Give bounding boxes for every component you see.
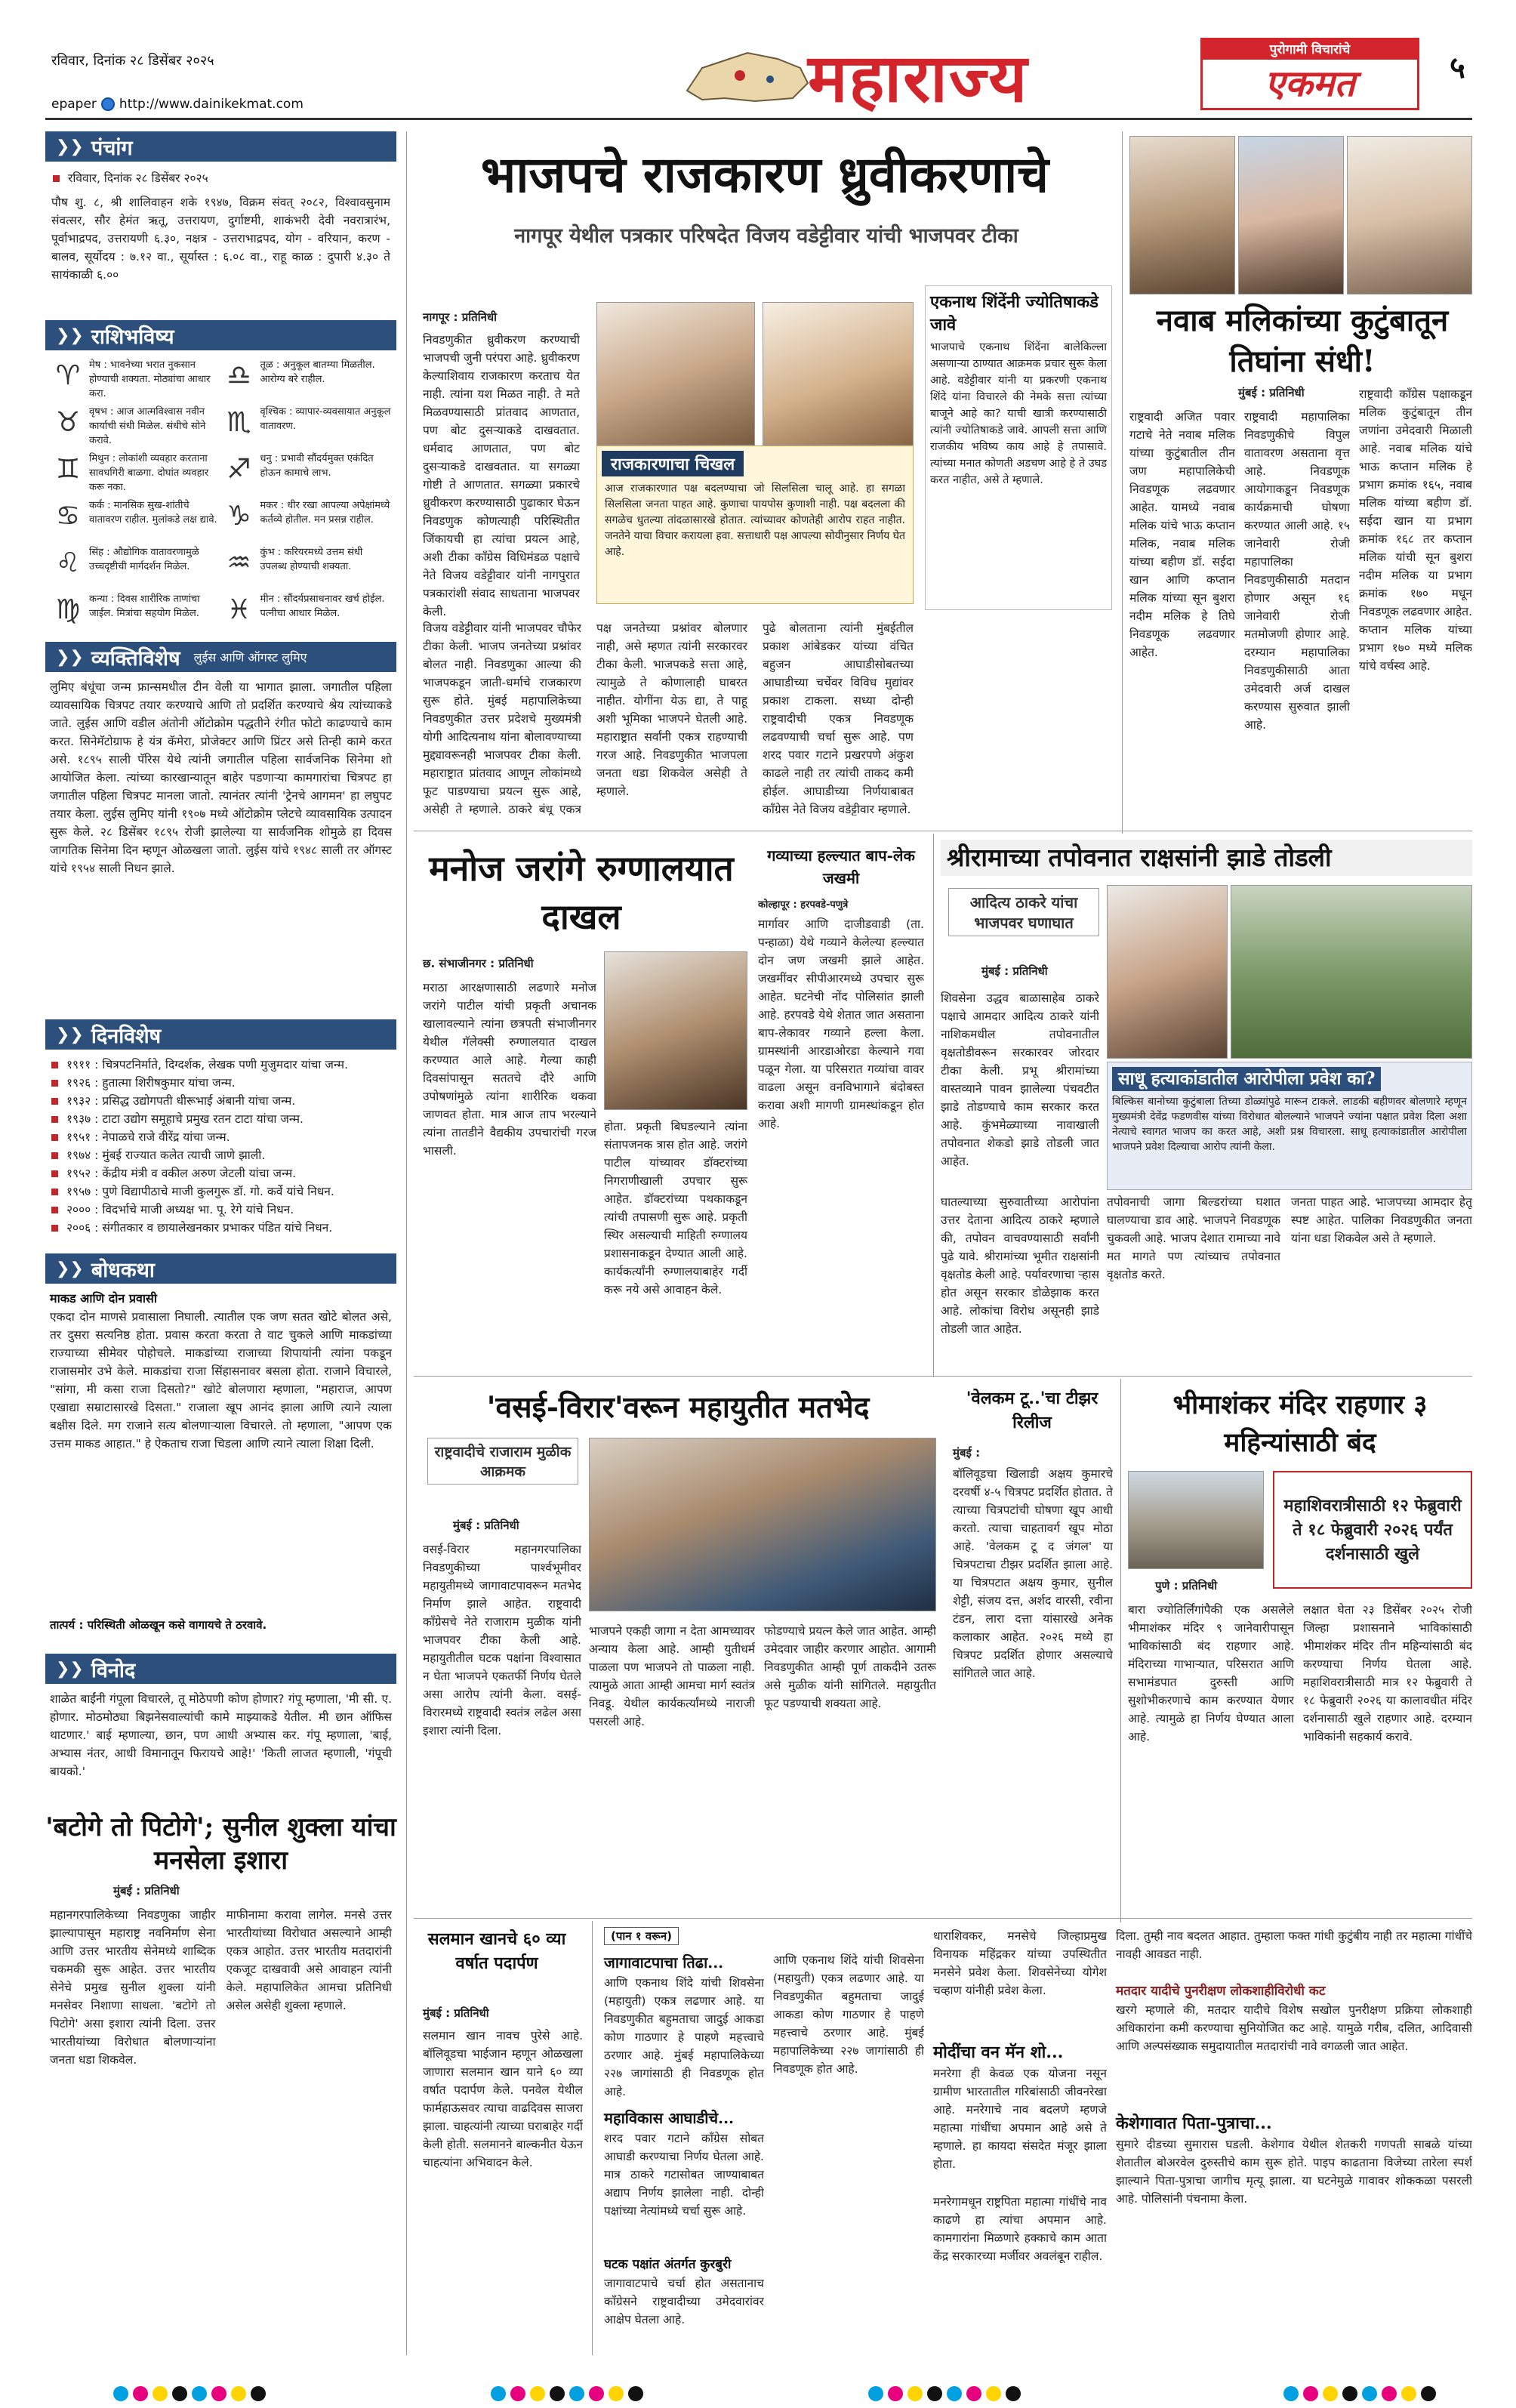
zodiac-icon: ♏	[226, 407, 251, 438]
shriram-col2: घातल्याच्या सुरुवातीच्या आरोपांना उत्तर देताना आदित्य ठाकरे म्हणाले की, तपोवन वाचवण्यासाठी सर्वांनी पुढे यावे. श्रीरामांच्या भूमीत राक्षसांनी वृक्षतोड केली आहे. पर्यावरणाचा ऱ्हास होत असून सरकार डोळेझाक करत आहे. लोकांचा विरोध असूनही झाडे तोडली जात आहेत.	[941, 1195, 1099, 1336]
dinvishesh-item: १९३२ : प्रसिद्ध उद्योगपती धीरूभाई अंबानी यांचा जन्म.	[50, 1092, 392, 1110]
panchang-text: पौष शु. ८, श्री शालिवाहन शके १९४७, विक्रम संवत् २०८२, विश्वावसुनाम संवत्सर, सौर हेमंत ऋतू, उत्तरायण, दुर्गाष्टमी, शाकंभरी देवी नवरात्रारंभ, पूर्वाभाद्रपद, उत्तरायणी ६.३०, नक्षत्र - उत्तराभाद्रपद, योग - वरियान, करण - बालव, सूर्योदय : ७.१२ वा., सूर्यास्त : ६.०८ वा., राहू काळ : दुपारी ४.३० ते सायंकाळी ६.००	[51, 196, 390, 282]
rashi-text: मकर : धीर रखा आपल्या अपेक्षांमध्ये कर्तव्ये होतील. मन प्रसन्न राहील.	[260, 500, 390, 526]
main-byline: नागपूर : प्रतिनिधी	[423, 310, 498, 324]
ghatak-text: जागावाटपाचे चर्चा होत असतानाच काँग्रेसने राष्ट्रवादीच्या उमेदवारांवर आक्षेप घेतला आहे.	[604, 2277, 764, 2326]
zodiac-icon: ♊	[55, 454, 81, 485]
color-dot	[113, 2386, 128, 2401]
ghatak-title: घटक पक्षांत अंतर्गत कुरबुरी	[604, 2257, 732, 2272]
epaper-label: epaper	[51, 97, 97, 112]
chevron-icon: ❯❯	[56, 325, 84, 345]
quote-box-title: राजकारणाचा चिखल	[602, 451, 744, 476]
main-subheadline: नागपूर येथील पत्रकार परिषदेत विजय वडेट्टीवार यांची भाजपवर टीका	[514, 224, 1018, 248]
rashi-item	[221, 545, 393, 592]
shriram-caption-title: साधू हत्याकांडातील आरोपीला प्रवेश का?	[1112, 1067, 1381, 1091]
manrega-text: मनरेगामधून राष्ट्रपिता महात्मा गांधींचे नाव काढणे हा त्यांचा अपमान आहे. कामगारांना मिळणारे हक्काचे काम आता केंद्र सरकारच्या मर्जीवर अवलंबून राहील.	[933, 2195, 1107, 2263]
continued-col2: आणि एकनाथ शिंदे यांची शिवसेना (महायुती) एकत्र लढणार आहे. या निवडणुकीत बहुमताचा जादुई आकडा कोण गाठणार हे पाहणे महत्त्वाचे ठरणार आहे. मुंबई महापालिकेच्या २२७ जागांसाठी ही निवडणूक होत आहे.	[773, 1953, 924, 2076]
quote-box-text: आज राजकारणात पक्ष बदलण्याचा जो सिलसिला चालू आहे. हा सगळा सिलसिला जनता पाहत आहे. कुणाचा पायपोस कुणाशी नाही. पक्ष बदलला की सगळेच धुतल्या तांदळासारखे होतात. त्यांच्यावर कोणतेही आरोप राहत नाहीत. जनतेने याचा विचार करायला हवा. सत्ताधारी पक्ष आपल्या सोयीनुसार निर्णय घेत आहे.	[605, 483, 905, 558]
dinvishesh-title: दिनविशेष	[91, 1024, 162, 1048]
main-photo-fadnavis	[763, 302, 914, 446]
jarange-byline: छ. संभाजीनगर : प्रतिनिधी	[423, 957, 534, 970]
vyaktivishesh-subtitle: लुईस आणि ऑगस्ट लुमिए	[193, 650, 307, 664]
color-dot	[569, 2386, 584, 2401]
batoge-col1: महानगरपालिकेच्या निवडणुका जाहीर झाल्यापासून महाराष्ट्र नवनिर्माण सेना आणि उत्तर भारतीय सेनेमध्ये शाब्दिक चकमकी सुरू आहेत. उत्तर भारतीय सेनेचे प्रमुख सुनील शुक्ला यांनी मनसेवर निशाणा साधला. 'बटोगे तो पिटोगे' असा इशारा त्यांनी दिला. उत्तर भारतीयांच्या विरोधात बोलणाऱ्यांना जनता धडा शिकवेल.	[50, 1908, 216, 2067]
matdar-text: खरगे म्हणाले की, मतदार यादीचे विशेष सखोल पुनरीक्षण प्रक्रिया लोकशाही अधिकारांना कमी करण्याचा सुनियोजित कट आहे. यामुळे गरीब, दलित, आदिवासी आणि अल्पसंख्याक समुदायातील मतदारांची नावे वगळली जात आहेत.	[1116, 2003, 1472, 2053]
batoge-headline: 'बटोगे तो पिटोगे'; सुनील शुक्ला यांचा मनसेला इशारा	[45, 1812, 396, 1876]
nawab-photo-1	[1129, 136, 1235, 294]
bhimashankar-col2: लक्षात घेता २३ डिसेंबर २०२५ रोजी जिल्हा प्रशासनाने भाविकांसाठी भीमाशंकर मंदिर तीन महिन्यांसाठी बंद करण्याचा निर्णय घेतला आहे. महाशिवरात्रीसाठी मात्र १२ फेब्रुवारी ते १८ फेब्रुवारी २०२६ या कालावधीत मंदिर दर्शनासाठी खुले राहणार आहे. दरम्यान भाविकांनी सहकार्य करावे.	[1303, 1603, 1472, 1744]
shriram-byline: मुंबई : प्रतिनिधी	[981, 964, 1048, 978]
color-dot	[251, 2386, 266, 2401]
chevron-icon: ❯❯	[56, 1259, 84, 1278]
column-divider	[933, 834, 934, 1377]
color-dot	[1006, 2386, 1021, 2401]
batoge-byline: मुंबई : प्रतिनिधी	[113, 1884, 180, 1898]
bhimashankar-byline: पुणे : प्रतिनिधी	[1155, 1579, 1218, 1592]
rashi-right	[221, 358, 393, 634]
tagline: पुरोगामी विचारांचे	[1203, 40, 1417, 60]
dinvishesh-item: १९५७ : पुणे विद्यापीठाचे माजी कुलगुरू डॉ. गो. कर्वे यांचे निधन.	[50, 1182, 392, 1201]
left-column	[45, 131, 396, 2355]
zodiac-icon: ♎	[226, 360, 251, 391]
gavya-headline: गव्याच्या हल्ल्यात बाप-लेक जखमी	[767, 846, 915, 887]
batoge-body	[45, 1903, 396, 2151]
rashi-item	[221, 592, 393, 639]
rashi-item	[221, 405, 393, 452]
dharashiv-text: धाराशिवकर, मनसेचे जिल्हाप्रमुख विनायक महिंद्रकर यांच्या उपस्थितीत मनसेने प्रवेश केला. शिवसेनेच्या योगेश चव्हाण यांनीही प्रवेश केला.	[933, 1929, 1107, 1997]
shriram-col4: जनता पाहत आहे. भाजपच्या आमदार हेतू स्पष्ट आहेत. पालिका निवडणुकीत जनता यांना धडा शिकवेल असे ते म्हणाले.	[1291, 1195, 1472, 1245]
zodiac-icon: ♒	[226, 547, 251, 578]
salman-text: सलमान खान नावच पुरेसे आहे. बॉलिवूडचा भाईजान म्हणून ओळखला जाणारा सलमान खान याने ६० व्या वर्षात पदार्पण केले. पनवेल येथील फार्महाऊसवर त्याचा वाढदिवस साजरा झाला. चाहत्यांनी त्याच्या घराबाहेर गर्दी केली होती. सलमानने बाल्कनीत येऊन चाहत्यांना अभिवादन केले.	[423, 2029, 583, 2169]
welcome-byline: मुंबई :	[953, 1446, 981, 1460]
rashi-text: धनु : प्रभावी सौंदर्यमुक्त एकंदित होऊन कामाचे लाभ.	[260, 453, 374, 479]
paper-name: एकमत	[1265, 63, 1355, 105]
zodiac-icon: ♌	[55, 547, 81, 578]
chevron-icon: ❯❯	[56, 1025, 84, 1044]
bodhkatha-text: एकदा दोन माणसे प्रवासाला निघाली. त्यातील एक जण सतत खोटे बोलत असे, तर दुसरा सत्यनिष्ठ होता. प्रवास करता करता ते वाट चुकले आणि माकडांच्या राज्याच्या सीमेवर पोहोचले. माकडांच्या राजाच्या शिपायांनी त्यांना पकडून राजासमोर उभे केले. माकडांचा राजा सिंहासनावर बसला होता. राजाने विचारले, "सांगा, मी कसा राजा दिसतो?" खोटे बोलणारा म्हणाला, "महाराज, आपण एखाद्या सम्राटासारखे दिसता." राजाला खूप आनंद झाला आणि त्याने त्याला बक्षीस दिले. मग राजाने सत्य बोलणाऱ्याला विचारले. तो म्हणाला, "आपण एक उत्तम माकड आहात." हे ऐकताच राजा चिडला आणि त्याने त्याला शिक्षा दिली.	[50, 1310, 392, 1451]
column-divider	[406, 131, 407, 2355]
main-col3: पक्ष जनतेच्या प्रश्नांवर बोलणार नाही, असे म्हणत त्यांनी सरकारवर टीका केली. भाजपकडे सत्ता आहे, त्यामुळे ते कोणालाही घाबरत नाहीत. योगींना येऊ द्या, ते पाहू अशी भूमिका भाजपने घेतली आहे. महाराष्ट्रात सर्वांनी एकत्र राहण्याची गरज आहे. निवडणुकीत भाजपला जनता धडा शिकवेल असेही ते म्हणाले.	[596, 621, 747, 798]
modi-title: मोदींचा वन मॅन शो...	[933, 2043, 1064, 2062]
rashi-grid	[45, 350, 396, 642]
nawab-photo-3	[1347, 136, 1472, 294]
rashi-item	[221, 452, 393, 498]
dinvishesh-item: १९७४ : मुंबई राज्यात कलेत त्याची जाणे झाली.	[50, 1146, 392, 1164]
epaper-url[interactable]: http://www.dainikekmat.com	[119, 97, 304, 112]
rashi-text: कुंभ : करियरमध्ये उत्तम संधी उपलब्ध होण्याची शक्यता.	[260, 547, 363, 572]
rashi-item	[50, 498, 221, 545]
rashi-text: वृश्चिक : व्यापार-व्यवसायात अनुकूल वातावरण.	[260, 406, 391, 432]
shriram-col3: तपोवनाची जागा बिल्डरांच्या घशात घालण्याचा डाव आहे. भाजपने निवडणूक चुकवली आहे. भाजप देशात रामाच्या नावे मत मागते पण त्यांच्याच तपोवनात वृक्षतोड करते.	[1107, 1195, 1280, 1281]
epaper-link[interactable]	[51, 97, 304, 112]
chevron-icon: ❯❯	[56, 647, 84, 667]
continued-col1	[604, 1951, 764, 2344]
main-col1: निवडणुकीत ध्रुवीकरण करण्याची भाजपची जुनी परंपरा आहे. ध्रुवीकरण केल्याशिवाय राजकारण करताच येत नाही. त्यांना यश मिळत नाही. ते मते मिळवण्यासाठी प्रांतवाद आणतात, पण बोट दुसऱ्याकडे दाखवतात. धर्मवाद आणतात, पण बोट दुसऱ्याकडे दाखवतात. या सगळ्या गोष्टी ते आणतात. सगळ्या प्रकारचे ध्रुवीकरण करण्यासाठी पुढाकार घेऊन निवडणुक कोणत्याही परिस्थितीत जिंकायची हा त्यांचा प्रयत्न आहे, अशी टीका काँग्रेस विधिमंडळ पक्षाचे नेते विजय वडेट्टीवार यांनी नागपुरात पत्रकारांशी संवाद साधताना भाजपवर केली.	[423, 333, 580, 618]
color-dot	[1382, 2386, 1397, 2401]
nawab-col1: राष्ट्रवादी अजित पवार गटाचे नेते नवाब मलिक यांच्या कुटुंबातील तीन जण महापालिकेची निवडणूक लढवणार आहेत. यामध्ये नवाब मलिक यांचे भाऊ कप्तान मलिक, नवाब मलिक यांच्या बहीण डॉ. सईदा खान आणि कप्तान मलिक यांच्या सून बुशरा नदीम मलिक हे तिघे निवडणूक लढवणार आहेत.	[1129, 410, 1235, 659]
jarange-photo	[604, 951, 747, 1110]
vyaktivishesh-title: व्यक्तिविशेष	[91, 646, 180, 671]
shriram-col1: शिवसेना उद्धव बाळासाहेब ठाकरे पक्षाचे आमदार आदित्य ठाकरे यांनी नाशिकमधील तपोवनातील वृक्षतोडीवरून सरकारवर जोरदार टीका केली. प्रभू श्रीरामांच्या वास्तव्याने पावन झालेल्या पंचवटीत झाडे तोडण्याचे काम सरकार करत आहे. कुंभमेळ्याच्या नावाखाली तपोवनात शेकडो झाडे तोडली जात आहेत.	[941, 991, 1099, 1168]
salman-byline: मुंबई : प्रतिनिधी	[423, 2006, 489, 2020]
modi-text: मनरेगा ही केवळ एक योजना नसून ग्रामीण भारतातील गरिबांसाठी जीवनरेखा आहे. मनरेगाचे नाव बदलणे म्हणजे महात्मा गांधींचा अपमान आहे असे ते म्हणाले. हा कायदा संसदेत मंजूर झाला होता.	[933, 2067, 1107, 2171]
rashi-text: सिंह : औद्योगिक वातावरणामुळे उच्चदृष्टीची मार्गदर्शन मिळेल.	[89, 547, 199, 572]
zodiac-icon: ♍	[55, 594, 81, 625]
vasai-sub: राष्ट्रवादीचे राजाराम मुळीक आक्रमक	[427, 1438, 578, 1485]
salman-headline: सलमान खानचे ६० व्या वर्षात पदार्पण	[427, 1929, 566, 1973]
color-registration-right	[1283, 2386, 1436, 2401]
zodiac-icon: ♈	[55, 360, 81, 391]
shriram-caption: बिल्किस बानोच्या कुटुंबाला तिच्या डोळ्यांपुढे मारून टाकले. लाडकी बहीणवर बोलणारे म्हणून मुख्यमंत्री देवेंद्र फडणवीस यांच्या विरोधात बोलल्याने भाजपने ज्यांना पक्षात प्रवेश दिला अशा नेत्याचे स्वागत भाजप का करत आहे, अशी प्रश्न विचारला. साधू हत्याकांडातील आरोपीला भाजपने प्रवेश दिल्याचा आरोप त्यांनी केला.	[1112, 1096, 1467, 1153]
jarange-headline: मनोज जरांगे रुग्णालयात दाखल	[429, 848, 734, 937]
color-dot	[1401, 2386, 1416, 2401]
matdar-top: दिला. तुम्ही नाव बदलत आहात. तुम्हाला फक्त गांधी कुटुंबीय नाही तर महात्मा गांधींचे नावही आवडत नाही.	[1116, 1929, 1472, 1961]
dinvishesh-header	[45, 1019, 396, 1050]
shriram-sub: आदित्य ठाकरे यांचा भाजपवर घणाघात	[948, 888, 1099, 936]
continued-label: (पान १ वरून)	[604, 1927, 679, 1945]
jarange-col1: मराठा आरक्षणासाठी लढणारे मनोज जरांगे पाटील यांची प्रकृती अचानक खालावल्याने त्यांना छत्रपती संभाजीनगर येथील गॅलेक्सी रुग्णालयात दाखल करण्यात आले आहे. गेल्या काही दिवसांपासून सततचे दौरे आणि उपोषणांमुळे त्यांना शारीरिक थकवा जाणवत होता. मात्र आज ताप भरल्याने त्यांना तातडीने वैद्यकीय उपचारांची गरज भासली.	[423, 981, 596, 1158]
masthead-rule	[45, 118, 1472, 120]
main-headline: भाजपचे राजकारण ध्रुवीकरणाचे	[480, 145, 1049, 204]
dinvishesh-item: १९५२ : केंद्रीय मंत्री व वकील अरुण जेटली यांचा जन्म.	[50, 1164, 392, 1182]
color-dot	[947, 2386, 962, 2401]
color-dot	[231, 2386, 246, 2401]
shriram-photo-trees	[1231, 885, 1472, 1059]
chevron-icon: ❯❯	[56, 1659, 84, 1679]
masthead	[0, 0, 1516, 117]
dinvishesh-item: १९२६ : हुतात्मा शिरीषकुमार यांचा जन्म.	[50, 1074, 392, 1092]
column-divider	[1120, 1379, 1121, 1922]
globe-icon	[101, 97, 115, 111]
zodiac-icon: ♋	[55, 501, 81, 532]
masthead-date: रविवार, दिनांक २८ डिसेंबर २०२५	[51, 53, 214, 69]
welcome-text: बॉलिवूडचा खिलाडी अक्षय कुमारचे दरवर्षी ४-५ चित्रपट प्रदर्शित होतात. ते त्याच्या चित्रपटांची घोषणा खूप आधी करतो. त्याचा चाहतावर्ग खूप मोठा आहे. 'वेलकम टू द जंगल' या चित्रपटाचा टीझर प्रदर्शित झाला आहे. या चित्रपटात अक्षय कुमार, सुनील शेट्टी, संजय दत्त, अर्शद वारसी, रवीना टंडन, लारा दत्ता यांसारखे अनेक कलाकार आहेत. २०२६ मध्ये हा चित्रपट प्रदर्शित होणार असल्याचे सांगितले जात आहे.	[953, 1467, 1113, 1680]
bodhkatha-moral: तात्पर्य : परिस्थिती ओळखून कसे वागायचे ते ठरवावे.	[50, 1618, 267, 1632]
eknath-headline: एकनाथ शिंदेंनी ज्योतिषाकडे जावे	[930, 292, 1098, 335]
main-photo-vadettiwar	[596, 302, 755, 446]
vinod-text: शाळेत बाईंनी गंपूला विचारले, तू मोठेपणी कोण होणार? गंपू म्हणाला, 'मी सी. ए. होणार. मोठमोठ्या बिझनेसवाल्यांची कामे माझ्याकडे येतील. मी छान ऑफिस थाटणार.' बाई म्हणाल्या, छान, पण आधी अभ्यास कर. गंपू म्हणाला, 'बाई, अभ्यास नंतर, आधी विमानातून फिरायचे आहे!' 'किती लाजत म्हणाली, 'गंपूची बायको.'	[50, 1692, 392, 1778]
rashi-item	[50, 592, 221, 639]
color-dot	[530, 2386, 545, 2401]
mahavikas-title: महाविकास आघाडीचे...	[604, 2109, 734, 2127]
color-dot	[628, 2386, 643, 2401]
shriram-headline: श्रीरामाच्या तपोवनात राक्षसांनी झाडे तोडली	[941, 840, 1472, 876]
rashi-text: मिथुन : लोकांशी व्यवहार करताना सावधगिरी बाळगा. दोघांत व्यवहार करू नका.	[89, 453, 209, 493]
dinvishesh-item: १९११ : चित्रपटनिर्माते, दिग्दर्शक, लेखक पणी मुजुमदार यांचा जन्म.	[50, 1056, 392, 1074]
zodiac-icon: ♐	[226, 454, 251, 485]
nawab-col2: राष्ट्रवादी महापालिका निवडणुकीचे विपुल वातावरण असताना वृत्त आहे. निवडणूक आयोगाकडून निवडणूक कार्यक्रमाची घोषणा करण्यात आली आहे. १५ जानेवारी रोजी महापालिका निवडणुकीसाठी मतदान होणार असून १६ जानेवारी रोजी मतमोजणी होणार आहे. दरम्यान महापालिका निवडणुकीसाठी आता उमेदवारी अर्ज दाखल करण्यास सुरुवात झाली आहे.	[1244, 410, 1350, 732]
map-icon	[679, 45, 815, 106]
color-dot	[172, 2386, 187, 2401]
column-divider	[1122, 131, 1123, 834]
vasai-headline: 'वसई-विरार'वरून महायुतीत मतभेद	[486, 1390, 870, 1425]
panchang-header	[45, 131, 396, 162]
rashi-item	[50, 405, 221, 452]
vasai-col1: वसई-विरार महानगरपालिका निवडणुकीच्या पार्श्वभूमीवर महायुतीमध्ये जागावाटपावरून मतभेद निर्माण झाले आहेत. राष्ट्रवादी काँग्रेसचे नेते राजाराम मुळीक यांनी भाजपवर टीका केली आहे. महायुतीतील घटक पक्षांना विश्वासात न घेता भाजपने एकतर्फी निर्णय घेतले असा आरोप त्यांनी केला. वसई-विरारमध्ये राष्ट्रवादी स्वतंत्र लढेल असा इशारा त्यांनी दिला.	[423, 1543, 581, 1737]
color-dot	[868, 2386, 883, 2401]
rashi-item	[221, 358, 393, 405]
bhimashankar-col1: बारा ज्योतिर्लिंगांपैकी एक असलेले भीमाशंकर मंदिर ९ जानेवारीपासून भाविकांसाठी बंद राहणार आहे. मंदिराच्या गाभाऱ्यात, परिसरात आणि सभामंडपात दुरुस्ती आणि सुशोभीकरणाचे काम करण्यात येणार आहे. त्यामुळे हा निर्णय घेण्यात आला आहे.	[1128, 1603, 1294, 1744]
color-registration-middle	[491, 2386, 643, 2401]
shriram-photo-aaditya	[1107, 885, 1228, 1059]
bhimashankar-headline: भीमाशंकर मंदिर राहणार ३ महिन्यांसाठी बंद	[1172, 1389, 1428, 1458]
rashi-text: तूळ : अनुकूल बातम्या मिळतील. आरोग्य बरे राहील.	[260, 359, 375, 385]
color-dot	[1323, 2386, 1338, 2401]
color-dot	[609, 2386, 624, 2401]
dinvishesh-list	[45, 1050, 396, 1253]
color-dot	[986, 2386, 1001, 2401]
zodiac-icon: ♑	[226, 501, 251, 532]
bhimashankar-box-text: महाशिवरात्रीसाठी १२ फेब्रुवारी ते १८ फेब्रुवारी २०२६ पर्यंत दर्शनासाठी खुले	[1283, 1496, 1462, 1564]
rashi-text: मीन : सौंदर्यप्रसाधनावर खर्च होईल. पत्नीचा आधार मिळेल.	[260, 594, 385, 619]
color-dot	[1421, 2386, 1436, 2401]
bhimashankar-box	[1273, 1471, 1472, 1589]
keshegav-title: केशेगावात पिता-पुत्राचा...	[1116, 2114, 1272, 2133]
rashi-header	[45, 320, 396, 350]
color-dot	[491, 2386, 506, 2401]
color-dot	[1342, 2386, 1357, 2401]
row-divider	[414, 1918, 1472, 1919]
vasai-col2: भाजपने एकही जागा न देता आमच्यावर अन्याय केला आहे. आम्ही युतीधर्म पाळला पण भाजपने तो पाळला नाही. त्यामुळे आता आम्ही आमचा मार्ग स्वतंत्र निवडू. येथील कार्यकर्त्यांमध्ये नाराजी पसरली आहे.	[589, 1624, 755, 1728]
color-dot	[589, 2386, 604, 2401]
nawab-col3: राष्ट्रवादी काँग्रेस पक्षाकडून मलिक कुटुंबातून तीन जणांना उमेदवारी मिळाली आहे. नवाब मलिक यांचे भाऊ कप्तान मलिक हे प्रभाग क्रमांक १६५, नवाब मलिक यांच्या बहीण डॉ. सईदा खान या प्रभाग क्रमांक १६८ तर कप्तान मलिक यांची सून बुशरा नदीम मलिक या प्रभाग क्रमांक १७० मधून निवडणूक लढवणार आहेत. कप्तान मलिक यांच्या प्रभाग १७० मध्ये मलिक यांचे वर्चस्व आहे.	[1359, 387, 1472, 673]
rashi-text: मेष : भावनेच्या भरात नुकसान होण्याची शक्यता. मोठ्यांचा आधार करा.	[89, 359, 211, 399]
rashi-text: कन्या : दिवस शारीरिक ताणांचा जाईल. मित्रांचा सहयोग मिळेल.	[89, 594, 200, 619]
chevron-icon: ❯❯	[56, 137, 84, 156]
color-dot	[510, 2386, 525, 2401]
vyaktivishesh-header	[45, 642, 396, 672]
matdar-title: मतदार यादीचे पुनरीक्षण लोकशाहीविरोधी कट	[1116, 1984, 1326, 1999]
column-divider	[592, 1921, 593, 2355]
color-dot	[907, 2386, 923, 2401]
color-dot	[1303, 2386, 1318, 2401]
color-dot	[927, 2386, 942, 2401]
color-registration-middle-2	[868, 2386, 1021, 2401]
keshegav-text: सुमारे दीडच्या सुमारास घडली. केशेगाव येथील शेतकरी गणपती साबळे यांच्या शेतातील बोअरवेल दुरुस्तीचे काम सुरू होते. पाइप काढताना विजेच्या तारेला स्पर्श झाल्याने पिता-पुत्राचा जागीच मृत्यू झाला. या घटनेमुळे गावावर शोककळा पसरली आहे. पोलिसांनी पंचनामा केला.	[1116, 2138, 1472, 2206]
dinvishesh-item: १९५१ : नेपाळचे राजे वीरेंद्र यांचा जन्म.	[50, 1128, 392, 1146]
zodiac-icon: ♉	[55, 407, 81, 438]
color-dot	[1283, 2386, 1299, 2401]
bodhkatha-header	[45, 1253, 396, 1284]
color-dot	[133, 2386, 148, 2401]
nawab-byline: मुंबई : प्रतिनिधी	[1238, 386, 1305, 399]
main-col4: पुढे बोलताना त्यांनी मुंबईतील प्रकाश आंबेडकर यांच्या वंचित बहुजन आघाडीसोबतच्या आघाडीच्या चर्चेवर विविध मुद्यांवर प्रकाश टाकला. सध्या दोन्ही राष्ट्रवादीची एकत्र निवडणूक लढवण्याची चर्चा सुरू आहे. पण शरद पवार गटाने प्रखरपणे अंकुश काढले नाही तर त्यांची ताकद कमी होईल. आघाडीच्या निर्णयाबाबत काँग्रेस नेते विजय वडेट्टीवार म्हणाले.	[763, 621, 914, 816]
quote-box	[596, 446, 914, 604]
welcome-headline: 'वेलकम टू..'चा टीझर रिलीज	[966, 1389, 1098, 1432]
page-number: ५	[1450, 50, 1465, 85]
continued-col4	[1116, 1927, 1472, 2344]
vasai-byline: मुंबई : प्रतिनिधी	[453, 1518, 519, 1532]
continued-col3	[933, 1927, 1107, 2344]
zodiac-icon: ♓	[226, 594, 251, 625]
jagavatap-text: आणि एकनाथ शिंदे यांची शिवसेना (महायुती) एकत्र लढणार आहे. या निवडणुकीत बहुमताचा जादुई आकडा कोण गाठणार हे पाहणे महत्त्वाचे ठरणार आहे. मुंबई महापालिकेच्या २२७ जागांसाठी ही निवडणूक होत आहे.	[604, 1976, 764, 2098]
rashi-item	[50, 358, 221, 405]
jagavatap-title: जागावाटपाचा तिढा...	[604, 1953, 724, 1972]
vinod-title: विनोद	[91, 1658, 136, 1682]
color-dot	[153, 2386, 168, 2401]
section-title: महाराज्य	[808, 39, 1029, 117]
rashi-item	[50, 545, 221, 592]
color-registration-left	[113, 2386, 266, 2401]
color-dot	[966, 2386, 981, 2401]
gavya-text: मार्गावर आणि दाजीडवाडी (ता. पन्हाळा) येथे गव्याने केलेल्या हल्ल्यात दोन जण जखमी झाले आहेत. जखमींवर सीपीआरमध्ये उपचार सुरू आहेत. घटनेची नोंद पोलिसांत झाली आहे. हरपवडे येथे शेतात जात असताना बाप-लेकावर गव्याने हल्ला केला. ग्रामस्थांनी आरडाओरडा केल्याने गवा पळून गेला. या परिसरात गव्यांचा वावर वाढला असून वनविभागाने बंदोबस्त करावा अशी मागणी ग्रामस्थांकडून होत आहे.	[758, 917, 924, 1130]
color-dot	[888, 2386, 903, 2401]
panchang-title: पंचांग	[91, 136, 133, 160]
jarange-col2: होता. प्रकृती बिघडल्याने त्यांना संतापजनक त्रास होत आहे. जरांगे पाटील यांच्यावर डॉक्टरांच्या निगराणीखाली उपचार सुरू आहेत. डॉक्टरांच्या पथकाकडून त्यांची तपासणी सुरू आहे. प्रकृती स्थिर असल्याची माहिती रुग्णालय प्रशासनाकडून देण्यात आली आहे. कार्यकर्त्यांनी रुग्णालयाबाहेर गर्दी करू नये असे आवाहन केले.	[604, 1120, 747, 1296]
vyaktivishesh-text: लुमिए बंधूंचा जन्म फ्रान्समधील टीन वेली या भागात झाला. जगातील पहिला व्यावसायिक चित्रपट तयार करण्याचे आणि तो प्रदर्शित करण्याचे श्रेय त्यांच्याकडे जाते. लुईस आणि वडील अंतोनी ऑटोक्रोम पद्धतीने रंगीत फोटो काढण्याचे काम करत. सिनेमॅटोग्राफ हे यंत्र कॅमेरा, प्रोजेक्टर आणि प्रिंटर असे तिन्ही कामे करत असे. १८९५ साली पॅरिस येथे त्यांनी जगातील पहिला सार्वजनिक सिनेमा शो आयोजित केला. त्यांच्या कारखान्यातून बाहेर पडणाऱ्या कामगारांचा चित्रपट हा जगातील पहिला चित्रपट मानला जातो. त्यानंतर त्यांनी 'ट्रेनचे आगमन' हा लघुपट तयार केला. लुईस लुमिए यांनी १९०७ मध्ये ऑटोक्रोम प्लेटचे व्यावसायिक उत्पादन सुरू केले. २८ डिसेंबर १८९५ रोजी झालेल्या या सार्वजनिक शोमुळे हा दिवस जागतिक सिनेमा दिन म्हणून ओळखला जातो. लुईस यांचे १९४८ साली तर ऑगस्ट यांचे १९५४ साली निधन झाले.	[50, 680, 392, 875]
rashi-left	[50, 358, 221, 634]
rashi-text: वृषभ : आज आत्मविश्वास नवीन कार्याची संधी मिळेल. संधीचे सोने करावे.	[89, 406, 206, 446]
shriram-caption-box	[1107, 1062, 1472, 1190]
bodhkatha-body	[45, 1284, 396, 1654]
bhimashankar-photo	[1128, 1471, 1264, 1569]
dinvishesh-item: १९३७ : टाटा उद्योग समूहाचे प्रमुख रतन टाटा यांचा जन्म.	[50, 1110, 392, 1128]
dinvishesh-item: २००६ : संगीतकार व छायालेखनकार प्रभाकर पंडित यांचे निधन.	[50, 1219, 392, 1237]
main-col2: विजय वडेट्टीवार यांनी भाजपवर चौफेर टीका केली. भाजप जनतेच्या प्रश्नांवर बोलत नाही. निवडणुका आल्या की भाजपकडून जाती-धर्माचे राजकारण सुरू होते. मुंबई महापालिकेच्या निवडणुकीत उत्तर प्रदेशचे मुख्यमंत्री योगी आदित्यनाथ यांना बोलावण्याच्या मुद्द्यावरूनही भाजपवर टीका केली. महाराष्ट्रात प्रांतवाद आणून लोकांमध्ये फूट पाडण्याचा प्रयत्न सुरू आहे, असेही ते म्हणाले. ठाकरे बंधू एकत्र	[423, 621, 581, 816]
panchang-date: रविवार, दिनांक २८ डिसेंबर २०२५	[51, 169, 390, 187]
vinod-header	[45, 1654, 396, 1684]
bodhkatha-title: बोधकथा	[91, 1258, 155, 1282]
rashi-item	[221, 498, 393, 545]
bodhkatha-heading: माकड आणि दोन प्रवासी	[50, 1291, 157, 1306]
gavya-byline: कोल्हापूर : हरपवडे-पणुत्रे	[758, 899, 849, 911]
color-dot	[1362, 2386, 1377, 2401]
color-dot	[211, 2386, 226, 2401]
color-dot	[550, 2386, 565, 2401]
panchang-body	[45, 162, 396, 320]
eknath-text: भाजपाचे एकनाथ शिंदेंना बालेकिल्ला असणाऱ्या ठाण्यात आक्रमक प्रचार सुरू केला आहे. वडेट्टीवार यांनी या प्रकरणी एकनाथ शिंदे यांना विचारले की नेमके सत्ता त्यांच्या बाजूने आहे का? याची खात्री करण्यासाठी त्यांनी ज्योतिषाकडे जावे. आपली सत्ता आणि राजकीय भविष्य काय आहे हे तपासावे. त्यांच्या मनात कोणती अडचण आहे हे ते उघड करत नाहीत, असे ते म्हणाले.	[930, 341, 1107, 486]
nawab-headline: नवाब मलिकांच्या कुटुंबातून तिघांना संधी!	[1156, 303, 1449, 379]
row-divider	[414, 1376, 1472, 1377]
dinvishesh-item: २००० : विदर्भाचे माजी अध्यक्ष भा. पू. रेगे यांचे निधन.	[50, 1201, 392, 1219]
vasai-photo	[589, 1438, 936, 1611]
tagline-box	[1200, 38, 1419, 110]
vasai-col3: फोडण्याचे प्रयत्न केले जात आहेत. आम्ही उमेदवार जाहीर करणार आहोत. आगामी निवडणुकीत आम्ही पूर्ण ताकदीने उतरू असे मुळीक यांनी सांगितले. महायुतीत फूट पडण्याची शक्यता आहे.	[764, 1624, 936, 1710]
rashi-text: कर्क : मानसिक सुख-शांतीचे वातावरण राहील. मुलांकडे लक्ष द्यावे.	[89, 500, 217, 526]
mahavikas-text: शरद पवार गटाने काँग्रेस सोबत आघाडी करण्याचा निर्णय घेतला आहे. मात्र ठाकरे गटासोबत जाण्याबाबत अद्याप निर्णय झालेला नाही. दोन्ही पक्षांच्या नेत्यांमध्ये चर्चा सुरू आहे.	[604, 2132, 764, 2218]
eknath-box	[925, 285, 1112, 610]
batoge-col2: माफीनामा करावा लागेल. मनसे उत्तर भारतीयांच्या विरोधात असल्याने आम्ही एकत्र आहोत. उत्तर भारतीय मतदारांनी एकजूट दाखवावी असे आवाहन त्यांनी केले. महापालिकेत आमचा प्रतिनिधी असेल असेही शुक्ला म्हणाले.	[226, 1908, 392, 2012]
nawab-photo-2	[1238, 136, 1344, 294]
rashi-title: राशिभविष्य	[91, 325, 174, 349]
rashi-item	[50, 452, 221, 498]
color-dot	[192, 2386, 207, 2401]
